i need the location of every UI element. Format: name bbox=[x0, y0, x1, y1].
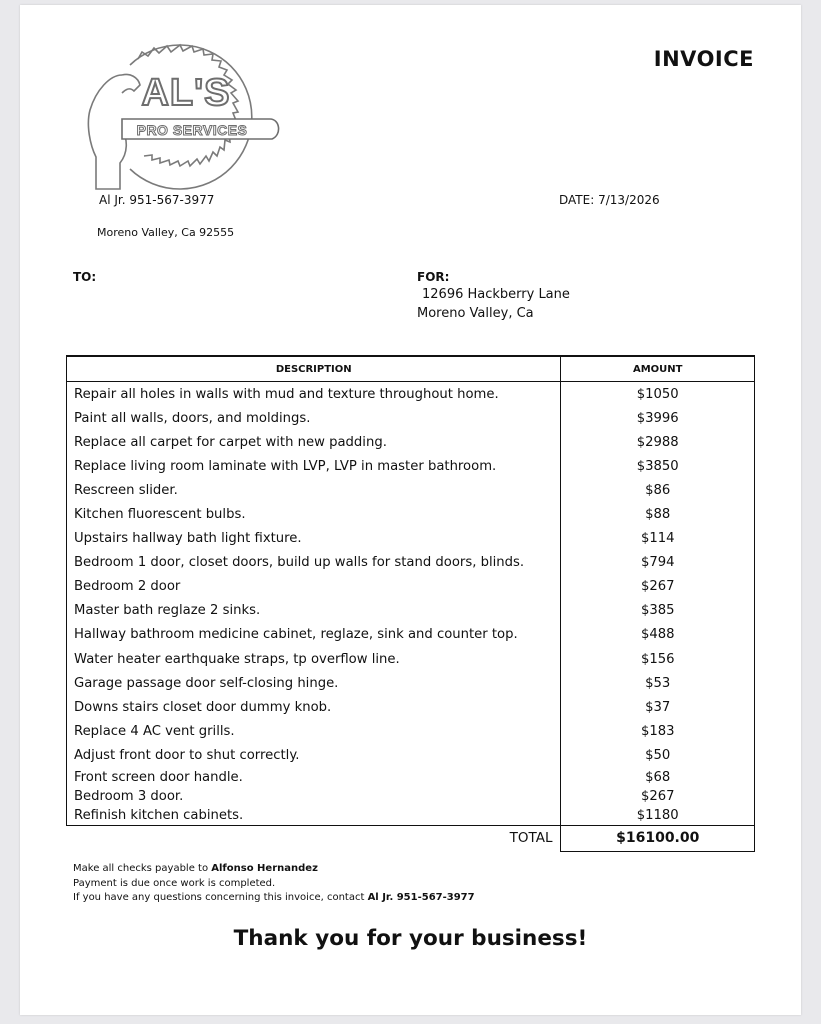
row-description: Repair all holes in walls with mud and texture throughout home. bbox=[67, 382, 561, 407]
row-amount: $1050 bbox=[561, 382, 755, 407]
row-description: Front screen door handle. bbox=[67, 768, 561, 787]
row-description: Hallway bathroom medicine cabinet, reglaze, sink and counter top. bbox=[67, 623, 561, 647]
table-row bbox=[67, 527, 755, 551]
notes-line2: Payment is due once work is completed. bbox=[73, 877, 276, 889]
row-description: Garage passage door self-closing hinge. bbox=[67, 671, 561, 695]
table-row bbox=[67, 382, 755, 407]
row-description: Adjust front door to shut correctly. bbox=[67, 743, 561, 767]
table-row bbox=[67, 787, 755, 806]
row-amount: $267 bbox=[561, 575, 755, 599]
notes-line1 bbox=[73, 862, 475, 877]
table-row bbox=[67, 806, 755, 826]
row-amount: $114 bbox=[561, 527, 755, 551]
notes-contact: Al Jr. 951-567-3977 bbox=[367, 892, 475, 903]
table-row bbox=[67, 671, 755, 695]
row-amount: $86 bbox=[561, 478, 755, 502]
table-row bbox=[67, 454, 755, 478]
table-row bbox=[67, 695, 755, 719]
row-amount: $3850 bbox=[561, 454, 755, 478]
row-amount: $385 bbox=[561, 599, 755, 623]
row-description: Downs stairs closet door dummy knob. bbox=[67, 695, 561, 719]
als-pro-services-logo bbox=[82, 35, 282, 197]
invoice-table bbox=[66, 355, 755, 852]
row-amount: $1180 bbox=[561, 806, 755, 826]
row-description: Bedroom 3 door. bbox=[67, 787, 561, 806]
logo-als-text: AL'S bbox=[141, 72, 231, 114]
row-amount: $488 bbox=[561, 623, 755, 647]
row-amount: $2988 bbox=[561, 430, 755, 454]
total-row bbox=[67, 825, 755, 851]
row-amount: $794 bbox=[561, 551, 755, 575]
notes-line1-prefix: Make all checks payable to bbox=[73, 863, 212, 874]
payment-notes bbox=[73, 862, 475, 906]
row-description: Bedroom 2 door bbox=[67, 575, 561, 599]
row-amount: $53 bbox=[561, 671, 755, 695]
table-row bbox=[67, 575, 755, 599]
amount-header: AMOUNT bbox=[561, 356, 755, 382]
row-description: Replace all carpet for carpet with new padding. bbox=[67, 430, 561, 454]
table-row bbox=[67, 478, 755, 502]
row-amount: $183 bbox=[561, 719, 755, 743]
invoice-title: INVOICE bbox=[653, 47, 754, 71]
to-label: TO: bbox=[73, 270, 97, 284]
invoice-date: DATE: 7/13/2026 bbox=[559, 193, 660, 207]
payee-name: Alfonso Hernandez bbox=[211, 863, 318, 874]
contact-city: Moreno Valley, Ca 92555 bbox=[97, 226, 235, 239]
row-description: Upstairs hallway bath light fixture. bbox=[67, 527, 561, 551]
row-amount: $267 bbox=[561, 787, 755, 806]
table-row bbox=[67, 599, 755, 623]
table-row bbox=[67, 647, 755, 671]
table-row bbox=[67, 430, 755, 454]
for-address-line1: 12696 Hackberry Lane bbox=[422, 287, 570, 302]
table-row bbox=[67, 768, 755, 787]
row-description: Replace living room laminate with LVP, LVP in master bathroom. bbox=[67, 454, 561, 478]
row-description: Paint all walls, doors, and moldings. bbox=[67, 406, 561, 430]
notes-line3 bbox=[73, 891, 475, 906]
row-description: Kitchen fluorescent bulbs. bbox=[67, 502, 561, 526]
row-amount: $156 bbox=[561, 647, 755, 671]
table-row bbox=[67, 743, 755, 767]
row-amount: $50 bbox=[561, 743, 755, 767]
total-label: TOTAL bbox=[67, 825, 561, 851]
total-value: $16100.00 bbox=[561, 825, 755, 851]
logo-pro-services-text: PRO SERVICES bbox=[136, 122, 248, 138]
row-amount: $68 bbox=[561, 768, 755, 787]
row-description: Refinish kitchen cabinets. bbox=[67, 806, 561, 826]
description-header: DESCRIPTION bbox=[67, 356, 561, 382]
for-address-line2: Moreno Valley, Ca bbox=[417, 306, 534, 321]
row-amount: $37 bbox=[561, 695, 755, 719]
for-label: FOR: bbox=[417, 270, 450, 284]
table-row bbox=[67, 719, 755, 743]
table-row bbox=[67, 623, 755, 647]
row-description: Rescreen slider. bbox=[67, 478, 561, 502]
row-description: Master bath reglaze 2 sinks. bbox=[67, 599, 561, 623]
row-description: Bedroom 1 door, closet doors, build up walls for stand doors, blinds. bbox=[67, 551, 561, 575]
row-description: Water heater earthquake straps, tp overflow line. bbox=[67, 647, 561, 671]
table-row bbox=[67, 551, 755, 575]
thank-you-message: Thank you for your business! bbox=[233, 926, 588, 951]
notes-line3-prefix: If you have any questions concerning this invoice, contact bbox=[73, 892, 368, 903]
table-row bbox=[67, 502, 755, 526]
row-amount: $3996 bbox=[561, 406, 755, 430]
row-description: Replace 4 AC vent grills. bbox=[67, 719, 561, 743]
row-amount: $88 bbox=[561, 502, 755, 526]
contact-line: Al Jr. 951-567-3977 bbox=[99, 193, 215, 207]
table-row bbox=[67, 406, 755, 430]
